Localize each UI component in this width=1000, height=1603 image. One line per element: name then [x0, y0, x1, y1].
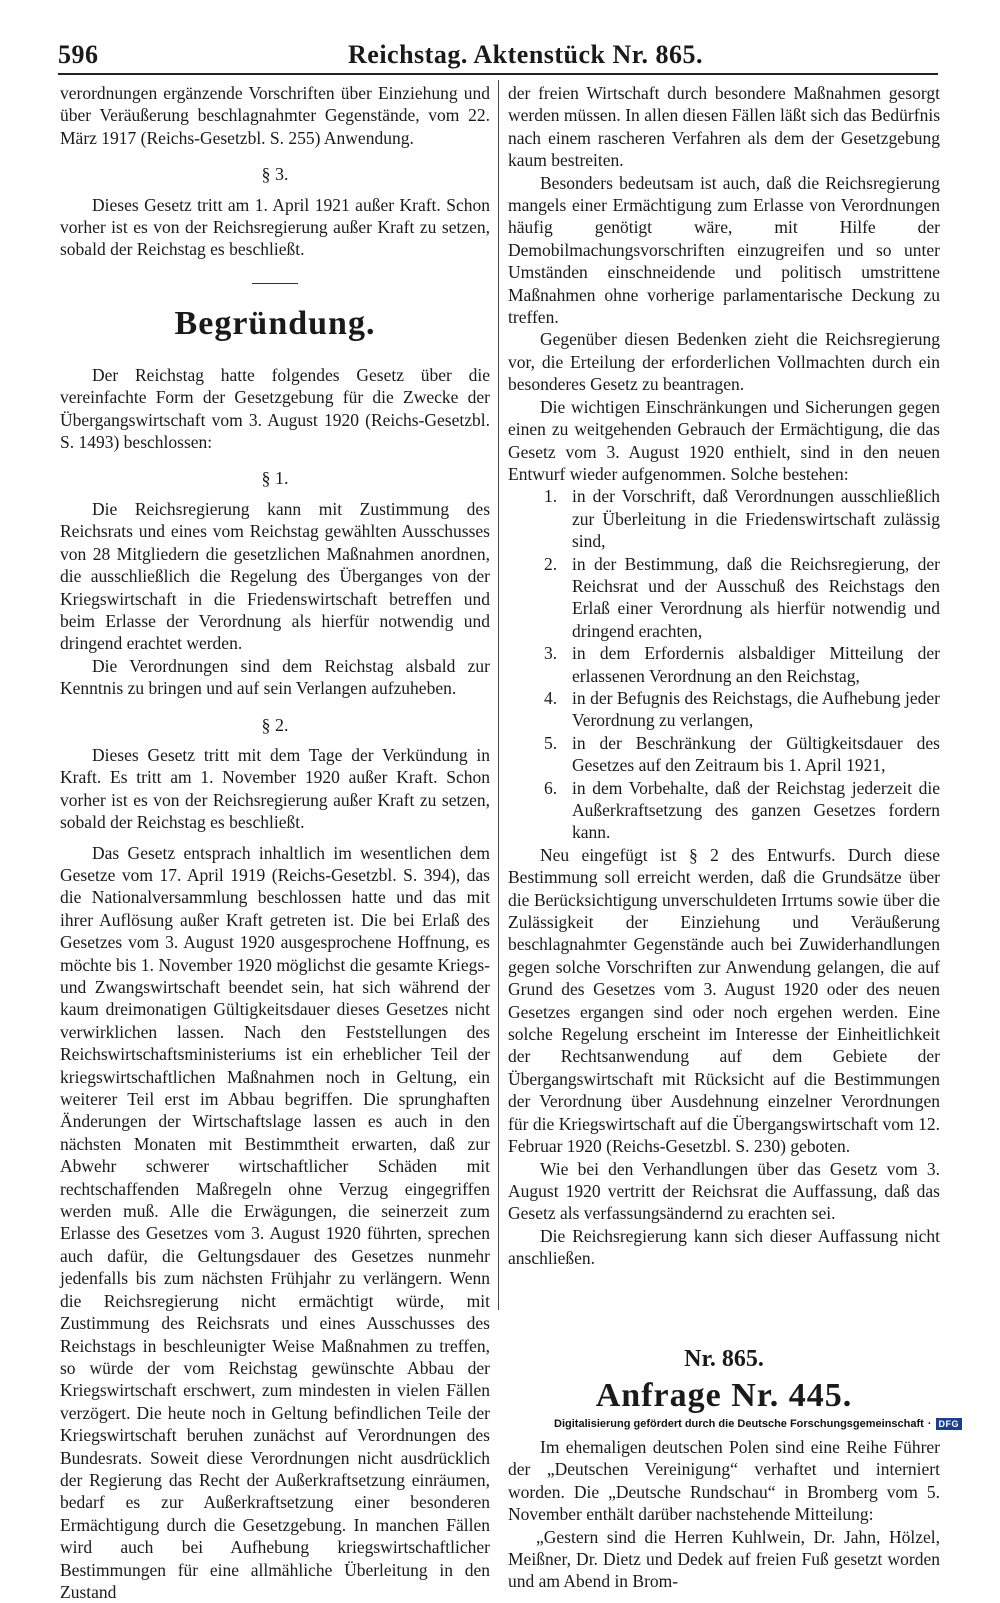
list-item: 6. in dem Vorbehalte, daß der Reichstag jederzeit die Außerkraftsetzung des ganzen Gesetzes fordern kann.	[544, 777, 940, 843]
page-number: 596	[58, 40, 99, 69]
left-paragraph-continuation: verordnungen ergänzende Vorschriften über Einziehung und über Veräußerung beschlagnahmter Gegenstände, vom 22. März 1917 (Reichs-Gesetzbl. S. 255) Anwendung.	[60, 83, 490, 148]
section-3-mark: § 3.	[261, 164, 289, 185]
list-item: 1. in der Vorschrift, daß Verordnungen ausschließlich zur Überleitung in die Friedenswirtschaft zulässig sind,	[544, 486, 940, 552]
section-1-text-a: Die Reichsregierung kann mit Zustimmung des Reichsrats und eines vom Reichstag gewählten Ausschusses von 28 Mitgliedern die gesetzlichen Maßnahmen anordnen, die ausschließlich die Regelung des Überganges von der Kriegswirtschaft in die Friedenswirtschaft betreffen und beim Erlasse der Verordnung als hierfür notwendig und dringend erachtet werden.	[60, 498, 490, 654]
digitization-credit: Digitalisierung gefördert durch die Deutsche Forschungsgemeinschaft · DFG	[554, 1418, 962, 1430]
running-head: Reichstag. Aktenstück Nr. 865.	[348, 40, 703, 69]
section-1-text-b: Die Verordnungen sind dem Reichstag alsbald zur Kenntnis zu bringen und auf sein Verlangen aufzuheben.	[60, 655, 490, 699]
right-paragraph-5: Wie bei den Verhandlungen über das Gesetz vom 3. August 1920 vertritt der Reichsrat die Auffassung, daß das Gesetz als verfassungsändernd zu erachten sei.	[508, 1158, 940, 1224]
begruendung-intro: Der Reichstag hatte folgendes Gesetz über die vereinfachte Form der Gesetzgebung für die Zwecke der Übergangswirtschaft vom 3. August 1920 (Reichs-Gesetzbl. S. 1493) beschlossen:	[60, 364, 490, 453]
begruendung-title: Begründung.	[174, 304, 376, 342]
credit-text: Digitalisierung gefördert durch die Deutsche Forschungsgemeinschaft	[554, 1418, 924, 1430]
section-separator	[252, 283, 298, 284]
section-3-text: Dieses Gesetz tritt am 1. April 1921 außer Kraft. Schon vorher ist es von der Reichsregierung außer Kraft zu setzen, sobald der Reichstag es beschließt.	[60, 194, 490, 260]
column-rule	[498, 80, 499, 1310]
page-header	[58, 40, 938, 70]
section-1-mark: § 1.	[261, 468, 289, 489]
document-number: Nr. 865.	[684, 1345, 764, 1372]
conditions-list	[508, 485, 940, 844]
right-paragraph-continuation: der freien Wirtschaft durch besondere Maßnahmen gesorgt werden müssen. In allen diesen Fällen läßt sich das Bedürfnis nach einem rascheren Verfahren als dem der Gesetzgebung kaum bestreiten.	[508, 83, 940, 171]
right-paragraph-4: Neu eingefügt ist § 2 des Entwurfs. Durch diese Bestimmung soll erreicht werden, daß die Grundsätze über die Berücksichtigung unverschuldeten Irrtums sowie über die Zulässigkeit der Einziehung und Veräußerung beschlagnahmter Gegenstände auch bei Zuwiderhandlungen gegen solche Vorschriften zur Anwendung gelangen, die auf Grund des Gesetzes vom 3. August 1920 oder des neuen Gesetzes ergangen sind oder noch ergehen werden. Eine solche Regelung erscheint im Interesse der Einheitlichkeit der Rechtsanwendung auf dem Gebiete der Übergangswirtschaft mit Rücksicht auf die Bestimmungen der Verordnung über Ausdehnung einzelner Verordnungen für die Kriegswirtschaft auf die Übergangswirtschaft vom 12. Februar 1920 (Reichs-Gesetzbl. S. 230) geboten.	[508, 844, 940, 1157]
list-item: 5. in der Beschränkung der Gültigkeitsdauer des Gesetzes auf den Zeitraum bis 1. April 1921,	[544, 732, 940, 776]
list-item: 3. in dem Erfordernis alsbaldiger Mitteilung der erlassenen Verordnung an den Reichstag,	[544, 643, 940, 686]
inquiry-title: Anfrage Nr. 445.	[595, 1376, 853, 1414]
right-paragraph-6: Die Reichsregierung kann sich dieser Auffassung nicht anschließen.	[508, 1225, 940, 1269]
list-item: 4. in der Befugnis des Reichstags, die Aufhebung jeder Verordnung zu verlangen,	[544, 687, 940, 731]
section-2-text: Dieses Gesetz tritt mit dem Tage der Verkündung in Kraft. Es tritt am 1. November 1920 außer Kraft. Schon vorher ist es von der Reichsregierung außer Kraft zu setzen, sobald der Reichstag es beschließt.	[60, 744, 490, 833]
inquiry-quote: „Gestern sind die Herren Kuhlwein, Dr. Jahn, Hölzel, Meißner, Dr. Dietz und Dedek auf freien Fuß gesetzt worden und am Abend in Brom-	[508, 1526, 940, 1592]
right-column	[508, 82, 940, 1593]
section-2-mark: § 2.	[261, 714, 289, 735]
right-paragraph-1: Besonders bedeutsam ist auch, daß die Reichsregierung mangels einer Ermächtigung zum Erlasse von Verordnungen häufig genötigt wäre, mit Hilfe der Demobilmachungsvorschriften einzugreifen und so unter Umständen einschneidende und politisch umstrittene Maßnahmen ohne vorherige parlamentarische Deckung zu treffen.	[508, 172, 940, 328]
left-column	[60, 82, 490, 1603]
begruendung-body: Das Gesetz entsprach inhaltlich im wesentlichen dem Gesetze vom 17. April 1919 (Reichs-Gesetzbl. S. 394), das die Nationalversammlung beschlossen hatte und das mit ihrer Auflösung außer Kraft getreten ist. Die bei Erlaß des Gesetzes vom 3. August 1920 ausgesprochene Hoffnung, es möchte bis 1. November 1920 möglichst die gesamte Kriegs- und Zwangswirtschaft beendet sein, hat sich während der kaum dreimonatigen Gültigkeitsdauer dieses Gesetzes nicht verwirklichen lassen. Nach den Feststellungen des Reichswirtschaftsministeriums ist ein erheblicher Teil der kriegswirtschaftlichen Maßnahmen noch in Geltung, ein weiterer Teil erst im Abbau begriffen. Die sprunghaften Änderungen der Wirtschaftslage lassen es auch in den nächsten Monaten mit Bestimmtheit erwarten, daß zur Abwehr schwerer wirtschaftlicher Schäden mit rechtschaffenden Maßregeln ohne Verzug eingegriffen werden muß. Alle die Erwägungen, die seinerzeit zum Erlasse des Gesetzes vom 3. August 1920 führten, sprechen auch dafür, die Geltungsdauer des Gesetzes nunmehr jedenfalls bis zum nächsten Frühjahr zu verlängern. Wenn die Reichsregierung nicht ermächtigt würde, mit Zustimmung des Reichsrats und eines Ausschusses des Reichstags in beschleunigter Weise Maßnahmen zu treffen, so würde der vom Reichstag gewünschte Abbau der Kriegswirtschaft erschwert, zum mindesten in vielen Fällen verzögert. Die heute noch in Geltung befindlichen Teile der Kriegswirtschaft beruhen zunächst auf Verordnungen des Bundesrats. Soweit diese Verordnungen nicht ausdrücklich der Regierung das Recht der Außerkraftsetzung einräumen, bedarf es zur Außerkraftsetzung einer besonderen Ermächtigung durch die Gesetzgebung. In manchen Fällen wird auch bei Aufhebung kriegswirtschaftlicher Bestimmungen für eine allmähliche Überleitung in den Zustand	[60, 842, 490, 1602]
inquiry-text: Im ehemaligen deutschen Polen sind eine Reihe Führer der „Deutschen Vereinigung“ verhaftet und interniert worden. Die „Deutsche Rundschau“ in Bromberg vom 5. November enthält darüber nachstehende Mitteilung:	[508, 1436, 940, 1525]
dfg-logo: DFG	[936, 1418, 963, 1430]
header-rule	[58, 73, 938, 75]
right-paragraph-3: Die wichtigen Einschränkungen und Sicherungen gegen einen zu weitgehenden Gebrauch der Ermächtigung, die das Gesetz vom 3. August 1920 enthielt, sind in den neuen Entwurf wieder aufgenommen. Solche bestehen:	[508, 396, 940, 484]
list-item: 2. in der Bestimmung, daß die Reichsregierung, der Reichsrat und der Ausschuß des Reichstags den Erlaß einer Verordnung als hierfür notwendig und dringend erachten,	[544, 553, 940, 641]
right-paragraph-2: Gegenüber diesen Bedenken zieht die Reichsregierung vor, die Erteilung der erforderlichen Vollmachten durch ein besonderes Gesetz zu beantragen.	[508, 329, 940, 395]
